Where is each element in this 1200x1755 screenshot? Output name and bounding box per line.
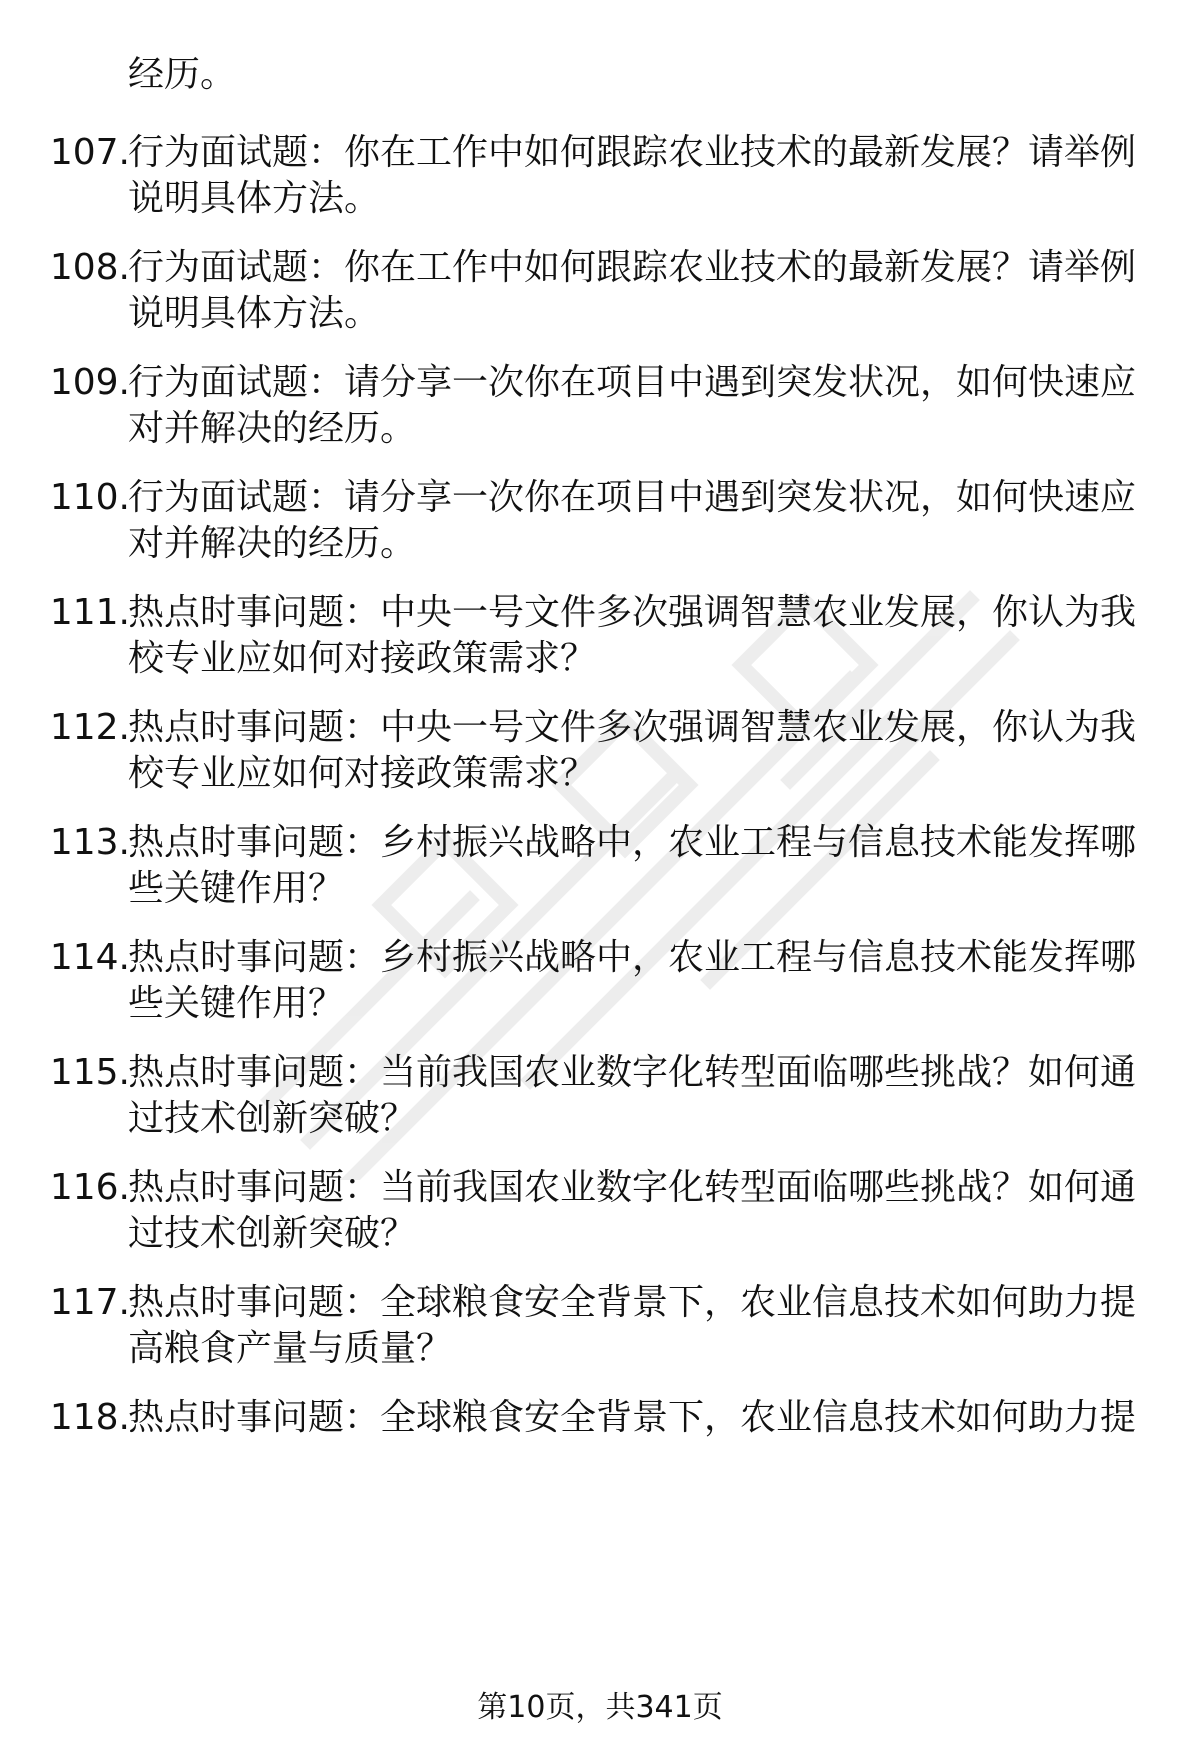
page-footer: 第10页，共341页 <box>477 1690 723 1725</box>
item-number: 116. <box>49 1167 130 1208</box>
item-text-line2: 校专业应如何对接政策需求？ <box>128 753 597 794</box>
item-number: 114. <box>49 937 130 978</box>
item-text-line2: 高粮食产量与质量？ <box>128 1328 453 1369</box>
item-text-line1: 热点时事问题：乡村振兴战略中，农业工程与信息技术能发挥哪 <box>128 822 1137 863</box>
item-number: 115. <box>49 1052 130 1093</box>
item-text-line2: 对并解决的经历。 <box>128 408 417 449</box>
item-number: 117. <box>49 1282 130 1323</box>
item-text-line1: 行为面试题：你在工作中如何跟踪农业技术的最新发展？请举例 <box>128 132 1137 173</box>
item-number: 109. <box>49 362 130 403</box>
item-text-line2: 些关键作用？ <box>128 868 345 909</box>
item-text-line1: 热点时事问题：乡村振兴战略中，农业工程与信息技术能发挥哪 <box>128 937 1137 978</box>
item-text-line2: 过技术创新突破？ <box>128 1213 417 1254</box>
item-text-line1: 行为面试题：你在工作中如何跟踪农业技术的最新发展？请举例 <box>128 247 1137 288</box>
item-text-line1: 热点时事问题：中央一号文件多次强调智慧农业发展，你认为我 <box>128 707 1137 748</box>
continuation-text: 经历。 <box>128 54 237 95</box>
item-number: 108. <box>49 247 130 288</box>
item-text-line1: 热点时事问题：中央一号文件多次强调智慧农业发展，你认为我 <box>128 592 1137 633</box>
item-text-line2: 些关键作用？ <box>128 983 345 1024</box>
item-text-line2: 说明具体方法。 <box>128 293 381 334</box>
item-text-line1: 行为面试题：请分享一次你在项目中遇到突发状况，如何快速应 <box>128 477 1137 518</box>
item-text-line1: 行为面试题：请分享一次你在项目中遇到突发状况，如何快速应 <box>128 362 1137 403</box>
item-text-line1: 热点时事问题：当前我国农业数字化转型面临哪些挑战？如何通 <box>128 1167 1137 1208</box>
item-number: 107. <box>49 132 130 173</box>
item-number: 112. <box>49 707 130 748</box>
item-text-line2: 对并解决的经历。 <box>128 523 417 564</box>
item-number: 110. <box>49 477 130 518</box>
item-number: 118. <box>49 1397 130 1438</box>
item-text-line1: 热点时事问题：全球粮食安全背景下，农业信息技术如何助力提 <box>128 1397 1137 1438</box>
item-text-line2: 说明具体方法。 <box>128 178 381 219</box>
item-text-line2: 校专业应如何对接政策需求？ <box>128 638 597 679</box>
item-number: 111. <box>49 592 130 633</box>
item-text-line2: 过技术创新突破？ <box>128 1098 417 1139</box>
item-number: 113. <box>49 822 130 863</box>
item-text-line1: 热点时事问题：全球粮食安全背景下，农业信息技术如何助力提 <box>128 1282 1137 1323</box>
item-text-line1: 热点时事问题：当前我国农业数字化转型面临哪些挑战？如何通 <box>128 1052 1137 1093</box>
